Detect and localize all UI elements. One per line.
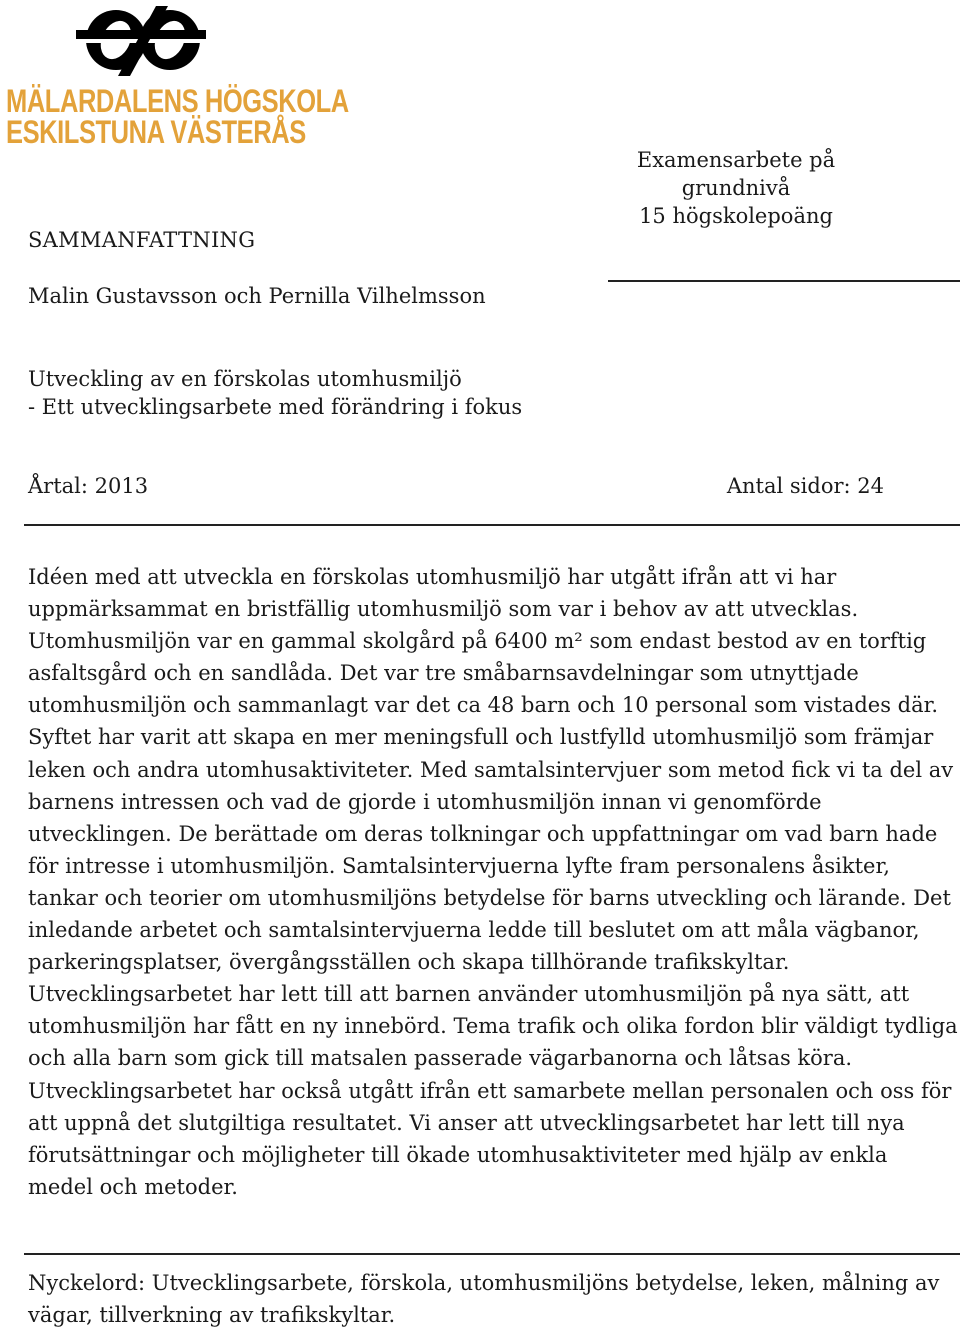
year: Årtal: 2013 (28, 474, 149, 498)
thesis-level-line-3: 15 högskolepoäng (639, 204, 833, 228)
university-emblem-icon (6, 0, 276, 84)
divider-middle (24, 524, 960, 526)
divider-top (608, 280, 960, 282)
authors: Malin Gustavsson och Pernilla Vilhelmsson (28, 284, 486, 308)
thesis-title (28, 365, 522, 421)
keywords: Nyckelord: Utvecklingsarbete, förskola, utomhusmiljöns betydelse, leken, målning av vägar, tillverkning av trafikskyltar. (28, 1271, 940, 1327)
thesis-level-line-2: grundnivå (681, 176, 791, 200)
title-subtitle: - Ett utvecklingsarbete med förändring i fokus (28, 395, 523, 419)
thesis-level-line-1: Examensarbete på (636, 148, 836, 172)
title-main: Utveckling av en förskolas utomhusmiljö (28, 367, 462, 391)
abstract-text: Idéen med att utveckla en förskolas utomhusmiljö har utgått ifrån att vi har uppmärksammat en bristfällig utomhusmiljö som var i behov av att utvecklas. Utomhusmiljön var en gammal skolgård på 6400 m² som endast bestod av en torftig asfaltsgård och en sandlåda. Det var tre småbarnsavdelningar som utnyttjade utomhusmiljön och sammanlagt var det ca 48 barn och 10 personal som vistades där. Syftet har varit att skapa en mer meningsfull och lustfylld utomhusmiljö som främjar leken och andra utomhusaktiviteter. Med samtalsintervjuer som metod fick vi ta del av barnens intressen och vad de gjorde i utomhusmiljön innan vi genomförde utvecklingen. De berättade om deras tolkningar och uppfattningar om vad barn hade för intresse i utomhusmiljön. Samtalsintervjuerna lyfte fram personalens åsikter, tankar och teorier om utomhusmiljöns betydelse för barns utveckling och lärande. Det inledande arbetet och samtalsintervjuerna ledde till beslutet om att måla vägbanor, parkeringsplatser, övergångsställen och skapa tillhörande trafikskyltar. Utvecklingsarbetet har lett till att barnen använder utomhusmiljön på nya sätt, att utomhusmiljön har fått en ny innebörd. Tema trafik och olika fordon blir väldigt tydliga och alla barn som gick till matsalen passerade vägarbanorna och låtsas köra. Utvecklingsarbetet har också utgått ifrån ett samarbete mellan personalen och oss för att uppnå det slutgiltiga resultatet. Vi anser att utvecklingsarbetet har lett till nya förutsättningar och möjligheter till ökade utomhusaktiviteter med hjälp av enkla medel och metoder. (28, 565, 958, 1199)
university-logo (6, 0, 349, 151)
logo-line-2: ESKILSTUNA VÄSTERÅS (6, 115, 306, 151)
page-heading: SAMMANFATTNING (28, 228, 256, 252)
divider-bottom (24, 1253, 960, 1255)
logo-line-1: MÄLARDALENS HÖGSKOLA (6, 84, 349, 120)
thesis-level (606, 146, 866, 230)
page-count: Antal sidor: 24 (726, 474, 884, 498)
